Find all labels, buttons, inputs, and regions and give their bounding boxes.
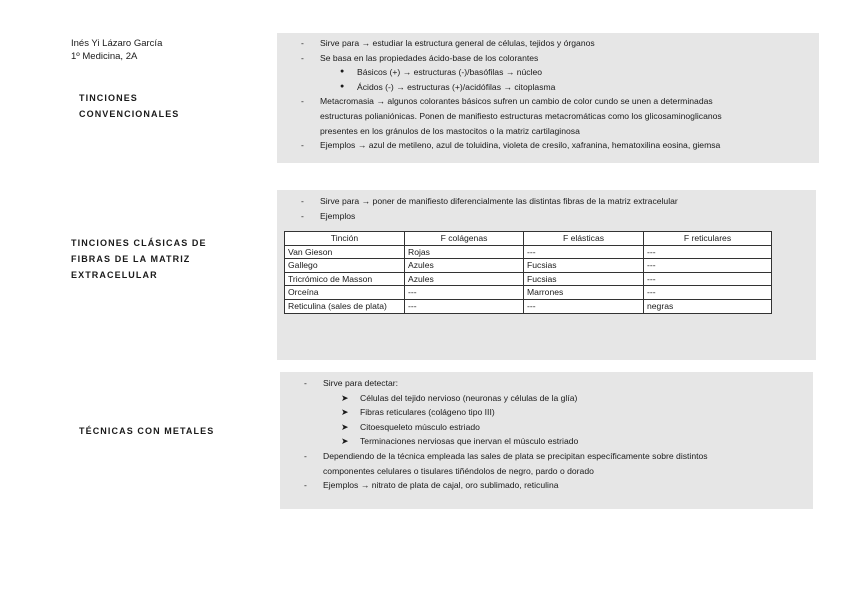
section-title-fibras bbox=[71, 235, 207, 283]
table-cell: negras bbox=[644, 299, 772, 313]
dash-marker: - bbox=[301, 96, 304, 107]
table-row bbox=[285, 286, 772, 300]
table-cell: Azules bbox=[405, 272, 524, 286]
table-cell: Azules bbox=[405, 259, 524, 273]
table-cell: --- bbox=[524, 299, 644, 313]
table-cell: --- bbox=[405, 286, 524, 300]
line-text: Terminaciones nerviosas que inervan el músculo estriado bbox=[360, 436, 579, 447]
table-cell: Orceína bbox=[285, 286, 405, 300]
table-header: F colágenas bbox=[405, 232, 524, 246]
line-text: Dependiendo de la técnica empleada las sales de plata se precipitan específicamente sobre distintos bbox=[323, 450, 708, 461]
section-title-line: TINCIONES CLÁSICAS DE bbox=[71, 238, 207, 248]
content-line bbox=[277, 138, 819, 153]
section-title-line: EXTRACELULAR bbox=[71, 270, 158, 280]
table-cell: --- bbox=[644, 286, 772, 300]
section-title-line: CONVENCIONALES bbox=[79, 109, 180, 119]
dash-marker: - bbox=[301, 196, 304, 206]
dash-marker: - bbox=[304, 378, 307, 388]
table-cell: Reticulina (sales de plata) bbox=[285, 299, 405, 313]
table-cell: --- bbox=[524, 245, 644, 259]
section-title-line: TINCIONES bbox=[79, 93, 138, 103]
line-text: Ejemplos → nitrato de plata de cajal, oro sublimado, reticulina bbox=[323, 480, 559, 491]
content-line bbox=[280, 434, 813, 449]
line-text: Fibras reticulares (colágeno tipo III) bbox=[360, 407, 495, 418]
dash-marker: - bbox=[301, 38, 304, 48]
line-text: Citoesqueleto músculo estriado bbox=[360, 421, 480, 432]
line-text: estructuras polianiónicas. Ponen de manifiesto estructuras metacromáticas como los glicosaminoglicanos bbox=[320, 110, 722, 121]
content-line bbox=[280, 391, 813, 406]
line-text: Sirve para → poner de manifiesto diferencialmente las distintas fibras de la matriz extracelular bbox=[320, 196, 678, 206]
author-block bbox=[71, 37, 162, 63]
author-course: 1º Medicina, 2A bbox=[71, 51, 138, 62]
arrow-bullet-icon: ➤ bbox=[341, 421, 349, 432]
line-text: Sirve para detectar: bbox=[323, 378, 398, 388]
dash-marker: - bbox=[301, 140, 304, 151]
bullet-icon: ● bbox=[340, 82, 345, 90]
table-header: Tinción bbox=[285, 232, 405, 246]
content-line bbox=[277, 36, 819, 51]
line-text: presentes en los gránulos de los mastocitos o la matriz cartilaginosa bbox=[320, 125, 580, 136]
table-header-row bbox=[285, 232, 772, 246]
line-text: Células del tejido nervioso (neuronas y células de la glía) bbox=[360, 392, 578, 403]
table-cell: --- bbox=[644, 259, 772, 273]
table-cell: Rojas bbox=[405, 245, 524, 259]
section-box-metales bbox=[280, 372, 813, 509]
section-box-fibras bbox=[277, 190, 816, 360]
bullet-icon: ● bbox=[340, 68, 345, 76]
content-line bbox=[280, 405, 813, 420]
content-line bbox=[277, 94, 819, 109]
dash-marker: - bbox=[304, 450, 307, 461]
content-line bbox=[277, 109, 819, 124]
content-line bbox=[277, 51, 819, 66]
table-cell: Tricrómico de Masson bbox=[285, 272, 405, 286]
arrow-bullet-icon: ➤ bbox=[341, 392, 349, 403]
section-title-line: TÉCNICAS CON METALES bbox=[79, 426, 215, 436]
content-line bbox=[277, 194, 816, 209]
content-line bbox=[280, 420, 813, 435]
line-text: Sirve para → estudiar la estructura general de células, tejidos y órganos bbox=[320, 38, 595, 48]
table-cell: Fucsias bbox=[524, 272, 644, 286]
content-line bbox=[277, 80, 819, 95]
line-text: Ejemplos → azul de metileno, azul de toluidina, violeta de cresilo, xafranina, hematoxilina eosina, giemsa bbox=[320, 140, 721, 151]
table-cell: --- bbox=[405, 299, 524, 313]
dash-marker: - bbox=[304, 480, 307, 491]
section-title-convencionales bbox=[79, 90, 179, 122]
line-text: Ácidos (-) → estructuras (+)/acidófilas → citoplasma bbox=[357, 81, 556, 92]
table-cell: --- bbox=[644, 272, 772, 286]
table-cell: --- bbox=[644, 245, 772, 259]
content-line bbox=[277, 209, 816, 224]
author-name: Inés Yi Lázaro García bbox=[71, 38, 163, 49]
line-text: Se basa en las propiedades ácido-base de los colorantes bbox=[320, 52, 539, 63]
line-text: Ejemplos bbox=[320, 210, 356, 221]
section-title-line: FIBRAS DE LA MATRIZ bbox=[71, 254, 191, 264]
section-box-convencionales bbox=[277, 33, 819, 163]
arrow-bullet-icon: ➤ bbox=[341, 436, 349, 447]
table-row bbox=[285, 299, 772, 313]
line-text: Metacromasia → algunos colorantes básicos sufren un cambio de color cundo se unen a determinadas bbox=[320, 96, 713, 107]
table-row bbox=[285, 245, 772, 259]
content-line bbox=[277, 65, 819, 80]
arrow-bullet-icon: ➤ bbox=[341, 407, 349, 418]
table-cell: Gallego bbox=[285, 259, 405, 273]
table-row bbox=[285, 259, 772, 273]
table-cell: Fucsias bbox=[524, 259, 644, 273]
table-cell: Marrones bbox=[524, 286, 644, 300]
table-header: F reticulares bbox=[644, 232, 772, 246]
table-header: F elásticas bbox=[524, 232, 644, 246]
table-cell: Van Gieson bbox=[285, 245, 405, 259]
line-text: componentes celulares o tisulares tiñéndolos de negro, pardo o dorado bbox=[323, 465, 594, 476]
table-row bbox=[285, 272, 772, 286]
content-line bbox=[280, 478, 813, 493]
line-text: Básicos (+) → estructuras (-)/basófilas → núcleo bbox=[357, 67, 543, 78]
content-line bbox=[280, 376, 813, 391]
content-line bbox=[277, 124, 819, 139]
dash-marker: - bbox=[301, 52, 304, 63]
fibras-table bbox=[284, 231, 772, 314]
dash-marker: - bbox=[301, 210, 304, 221]
section-title-metales bbox=[79, 423, 214, 439]
content-line bbox=[280, 449, 813, 464]
content-line bbox=[280, 464, 813, 479]
